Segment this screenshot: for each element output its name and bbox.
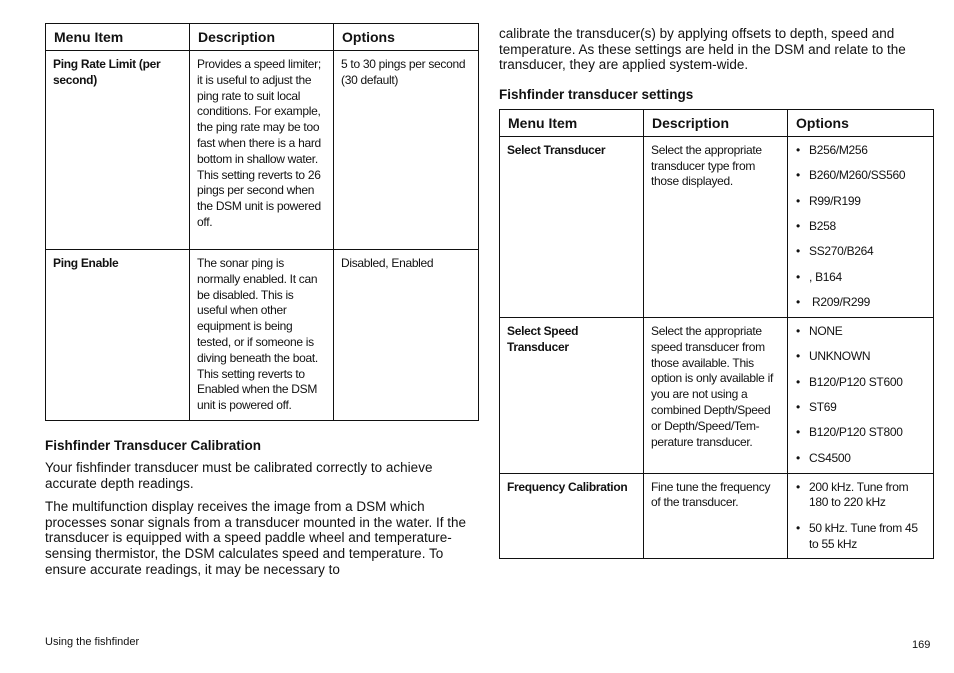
table-row <box>46 250 479 421</box>
list-item: • B256/M256 <box>795 143 926 159</box>
options-list <box>795 143 926 311</box>
options-cell: 5 to 30 pings per second (30 default) <box>334 51 479 250</box>
list-item: • ST69 <box>795 400 926 416</box>
list-item: • NONE <box>795 324 926 340</box>
table-header-row <box>500 109 934 136</box>
menu-item-select-transducer: Select Transducer <box>500 136 644 317</box>
list-item: • R99/R199 <box>795 194 926 210</box>
description-cell: Provides a speed limiter; it is useful to adjust the ping rate to suit local conditions. For example, the ping rate may be too fast when there is a hard bottom in shallow water. This setting reverts to 26 pings per second when the DSM unit is powered off. <box>190 51 334 250</box>
page-number: 169 <box>912 639 931 651</box>
menu-item-ping-enable: Ping Enable <box>46 250 190 421</box>
table-row <box>500 136 934 317</box>
options-list <box>795 324 926 467</box>
calibration-paragraph-1: Your fishfinder transducer must be calibrated correctly to achieve accurate depth readings. <box>45 459 433 491</box>
description-cell: Select the appropriate speed transducer from those available. This option is only available if you are not using a combined Depth/Speed or Depth/Speed/Tem-perature transducer. <box>644 317 788 473</box>
options-cell <box>788 317 934 473</box>
header-menu-item: Menu Item <box>46 24 190 51</box>
list-item: • SS270/B264 <box>795 244 926 260</box>
list-item: • , B164 <box>795 270 926 286</box>
list-item: • UNKNOWN <box>795 349 926 365</box>
footer-section-title: Using the fishfinder <box>45 636 140 648</box>
calibration-paragraph-continued: calibrate the transducer(s) by applying offsets to depth, speed and temperature. As these settings are held in the DSM and relate to the transducer, they are applied system-wide. <box>499 26 906 73</box>
table-header-row <box>46 24 479 51</box>
menu-item-ping-rate-limit: Ping Rate Limit (per second) <box>46 51 190 250</box>
description-cell: Fine tune the frequency of the transducer. <box>644 473 788 559</box>
menu-item-frequency-calibration: Frequency Calibration <box>500 473 644 559</box>
menu-item-select-speed-transducer: Select Speed Transducer <box>500 317 644 473</box>
table-row <box>500 473 934 559</box>
options-cell <box>788 136 934 317</box>
transducer-settings-table <box>499 109 934 560</box>
options-cell: Disabled, Enabled <box>334 250 479 421</box>
list-item: • 50 kHz. Tune from 45 to 55 kHz <box>795 521 926 553</box>
options-cell <box>788 473 934 559</box>
ping-settings-table <box>45 23 479 421</box>
list-item: • B260/M260/SS560 <box>795 168 926 184</box>
list-item: • 200 kHz. Tune from 180 to 220 kHz <box>795 480 926 512</box>
header-description: Description <box>190 24 334 51</box>
calibration-heading: Fishfinder Transducer Calibration <box>45 437 262 453</box>
header-options: Options <box>788 109 934 136</box>
list-item: • B120/P120 ST600 <box>795 375 926 391</box>
calibration-paragraph-2: The multifunction display receives the image from a DSM which processes sonar signals from a transducer mounted in the water. If the transducer is equipped with a speed paddle wheel and temperature-sensing thermistor, the DSM calculates speed and temperature. To ensure accurate readings, it may be necessary to <box>45 499 466 577</box>
list-item: • B258 <box>795 219 926 235</box>
list-item: • R209/R299 <box>795 295 926 311</box>
header-description: Description <box>644 109 788 136</box>
left-column <box>45 23 478 577</box>
right-column <box>499 26 933 559</box>
list-item: • B120/P120 ST800 <box>795 425 926 441</box>
description-cell: The sonar ping is normally enabled. It can be disabled. This is useful when other equipment is being tested, or if someone is diving beneath the boat. This setting reverts to Enabled when the DSM unit is powered off. <box>190 250 334 421</box>
options-list <box>795 480 926 553</box>
list-item: • CS4500 <box>795 451 926 467</box>
settings-heading: Fishfinder transducer settings <box>499 86 694 102</box>
table-row <box>500 317 934 473</box>
header-options: Options <box>334 24 479 51</box>
description-cell: Select the appropriate transducer type from those displayed. <box>644 136 788 317</box>
table-row <box>46 51 479 250</box>
header-menu-item: Menu Item <box>500 109 644 136</box>
